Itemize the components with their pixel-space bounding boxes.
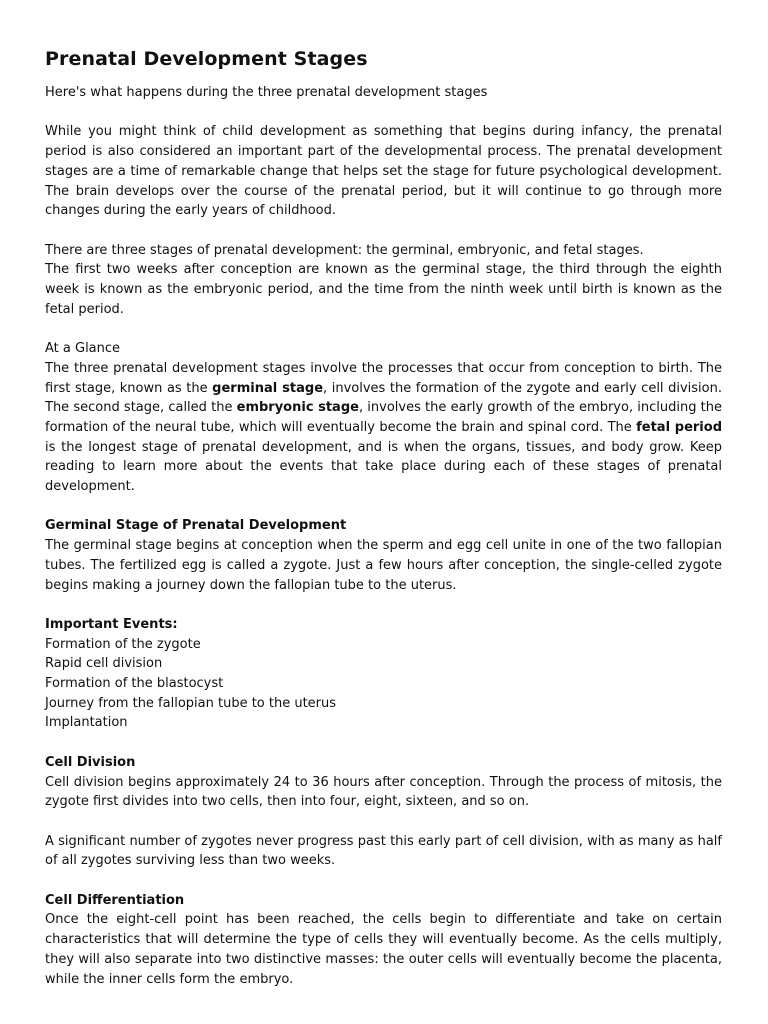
important-events-heading: Important Events: [45,616,178,632]
intro-paragraph: While you might think of child development as something that begins during infancy, the prenatal period is also considered an important part of the developmental process. The prenatal development stages are a time of remarkable change that helps set the stage for future psychological development. The brain develops over the course of the prenatal period, but it will continue to go through more changes during the early years of childhood. [45,124,722,219]
cell-differentiation-paragraph: Once the eight-cell point has been reached, the cells begin to differentiate and take on certain characteristics that will determine the type of cells they will eventually become. As the cells multiply, they will also separate into two distinctive masses: the outer cells will eventually become the placenta, while the inner cells form the embryo. [45,912,722,987]
term-embryonic-stage: embryonic stage [236,400,359,416]
germinal-stage-paragraph: The germinal stage begins at conception when the sperm and egg cell unite in one of the two fallopian tubes. The fertilized egg is called a zygote. Just a few hours after conception, the single-celled zygote begins making a journey down the fallopian tube to the uterus. [45,538,722,593]
glance-text-1: The three prenatal development stages involve the processes that occur from conception to birth. The first stage, known as the [45,360,722,396]
timeline-paragraph: The first two weeks after conception are known as the germinal stage, the third through the eighth week is known as the embryonic period, and the time from the ninth week until birth is known as the fetal period. [45,262,722,317]
cell-division-paragraph-2: A significant number of zygotes never progress past this early part of cell division, with as many as half of all zygotes surviving less than two weeks. [45,833,722,869]
glance-text-4: is the longest stage of prenatal development, and is when the organs, tissues, and body grow. Keep reading to learn more about the events that take place during each of these stages of prenatal development. [45,439,722,495]
glance-text-2: , involves the formation of the zygote and early cell division. The second stage, called the [45,380,722,416]
cell-division-heading: Cell Division [45,754,136,770]
list-item: Formation of the zygote [45,636,201,652]
at-a-glance-paragraph [45,359,722,497]
cell-division-paragraph: Cell division begins approximately 24 to 36 hours after conception. Through the process of mitosis, the zygote first divides into two cells, then into four, eight, sixteen, and so on. [45,774,722,810]
list-item: Implantation [45,715,128,731]
list-item: Journey from the fallopian tube to the uterus [45,695,337,711]
cell-differentiation-heading: Cell Differentiation [45,892,185,908]
list-item: Rapid cell division [45,656,163,672]
glance-text-3: , involves the early growth of the embryo, including the formation of the neural tube, which will eventually become the brain and spinal cord. The [45,400,722,435]
at-a-glance-label: At a Glance [45,341,121,357]
term-fetal-period: fetal period [636,419,722,435]
subtitle: Here's what happens during the three prenatal development stages [45,85,488,100]
page-title: Prenatal Development Stages [45,48,368,70]
germinal-stage-heading: Germinal Stage of Prenatal Development [45,518,347,534]
term-germinal-stage: germinal stage [212,380,324,396]
three-stages-paragraph: There are three stages of prenatal development: the germinal, embryonic, and fetal stages. [45,242,644,258]
important-events-list [45,635,722,734]
list-item: Formation of the blastocyst [45,676,224,692]
